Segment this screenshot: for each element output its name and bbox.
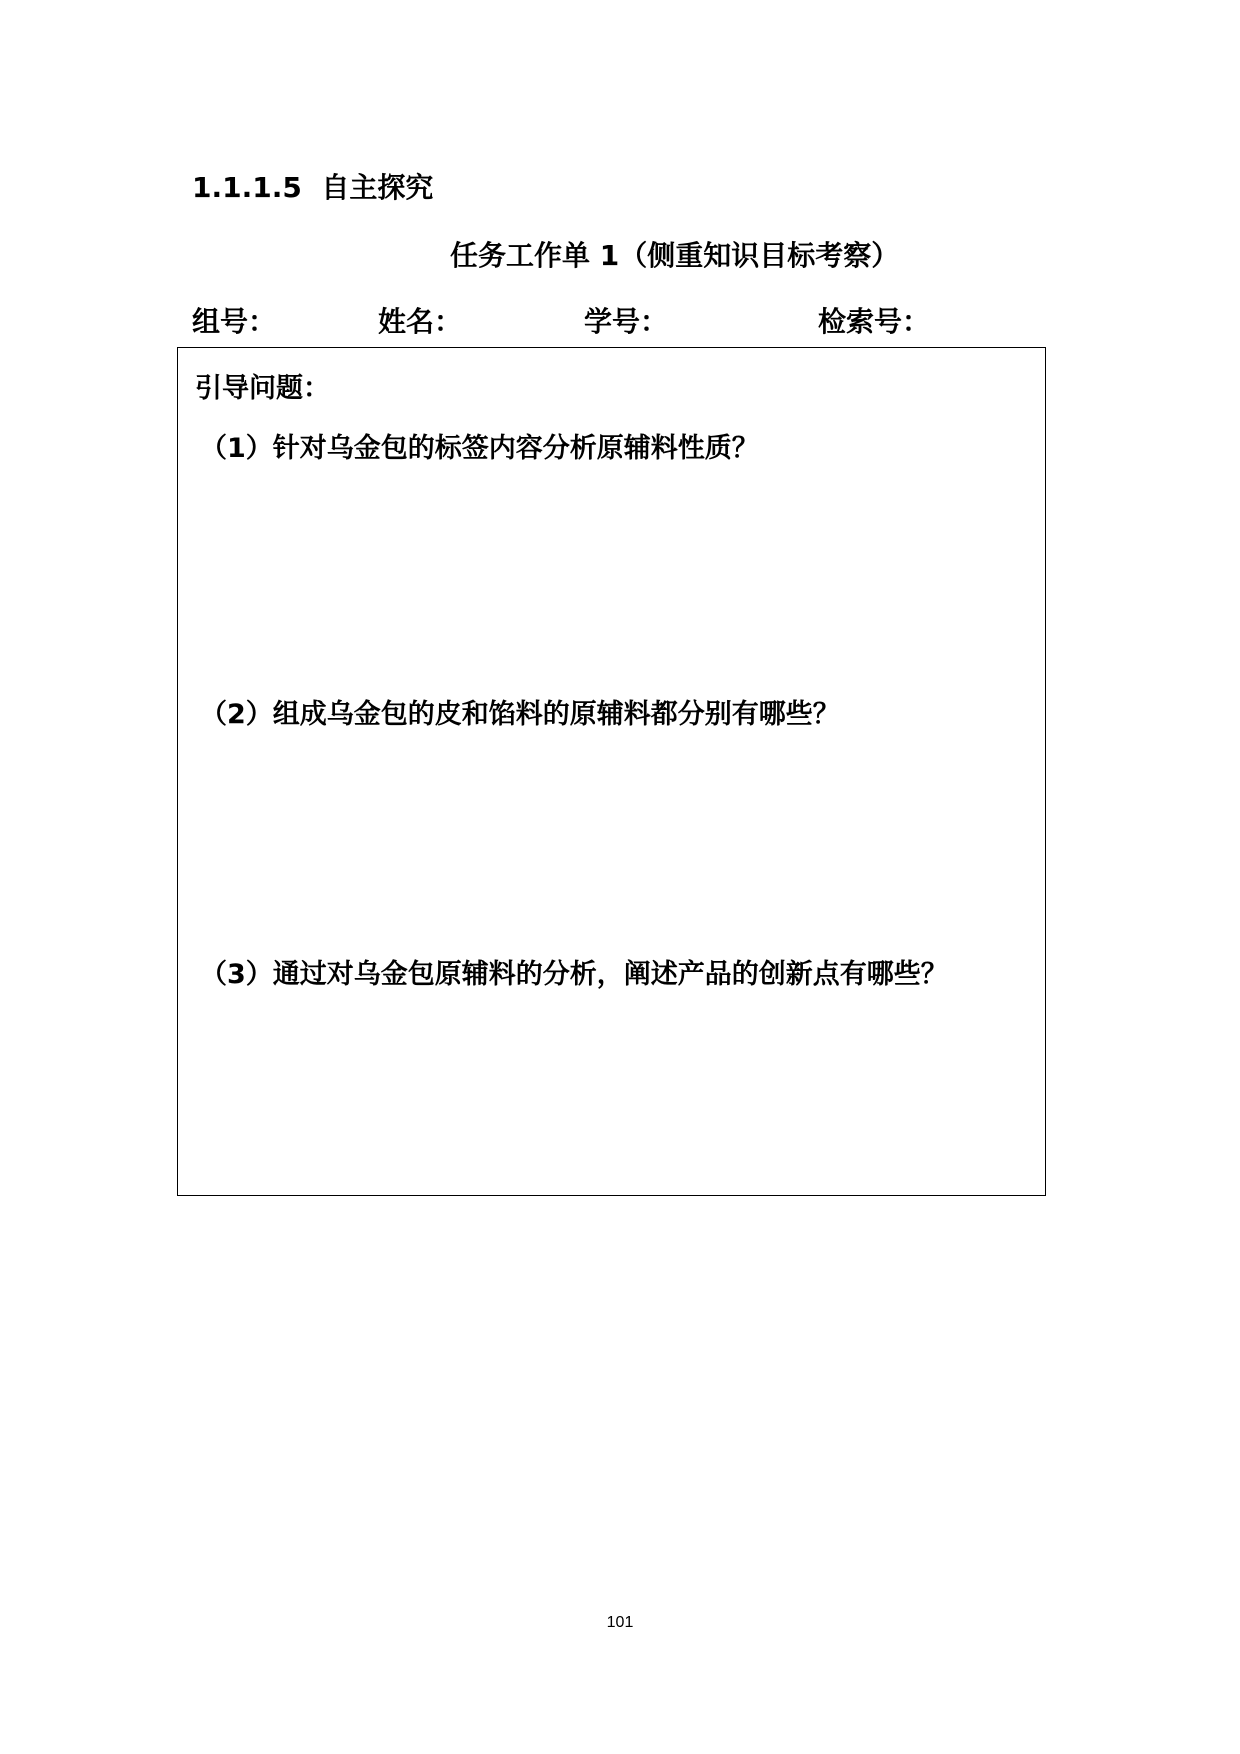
name-label: 姓名： — [378, 305, 463, 338]
answer-area-1[interactable] — [200, 473, 1020, 653]
answer-area-2[interactable] — [200, 739, 1020, 919]
section-number: 1.1.1.5 — [192, 171, 302, 204]
worksheet-box — [177, 347, 1046, 1196]
section-heading — [192, 166, 433, 206]
page-number: 101 — [606, 1614, 634, 1631]
guide-questions-label: 引导问题： — [195, 373, 330, 404]
answer-area-3[interactable] — [200, 999, 1020, 1179]
question-2: （2）组成乌金包的皮和馅料的原辅料都分别有哪些？ — [200, 699, 840, 730]
worksheet-title: 任务工作单 1（侧重知识目标考察） — [450, 239, 900, 272]
section-title: 自主探究 — [321, 171, 434, 204]
index-number-label: 检索号： — [818, 305, 931, 338]
question-3: （3）通过对乌金包原辅料的分析，阐述产品的创新点有哪些？ — [200, 959, 948, 990]
student-info-row — [0, 300, 1240, 340]
student-id-label: 学号： — [584, 305, 669, 338]
group-number-label: 组号： — [192, 305, 277, 338]
question-1: （1）针对乌金包的标签内容分析原辅料性质？ — [200, 433, 759, 464]
